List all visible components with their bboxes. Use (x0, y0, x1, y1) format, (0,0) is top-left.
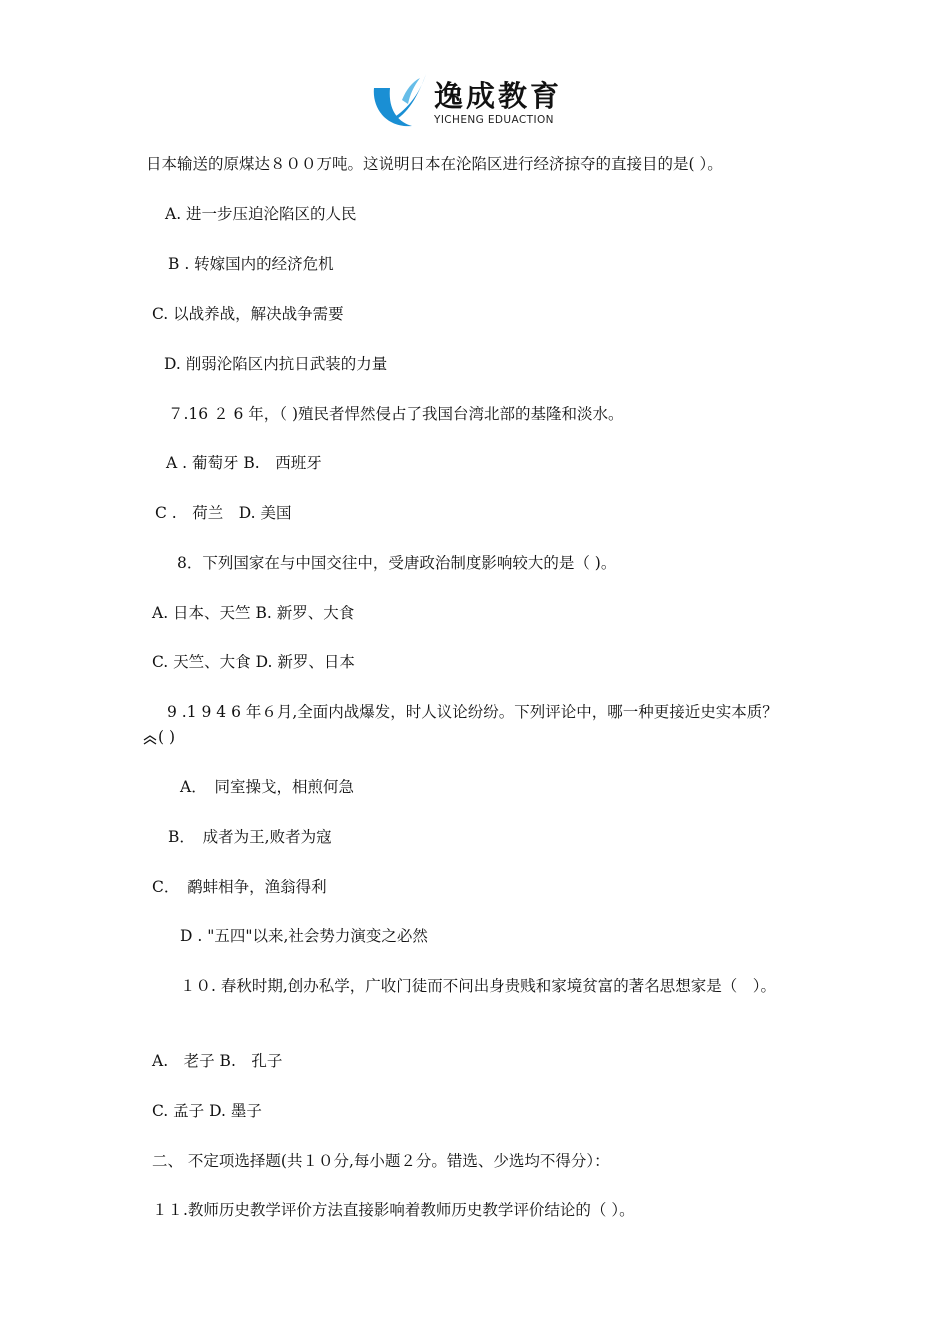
question-8-stem: 8．下列国家在与中国交往中，受唐政治制度影响较大的是（ )。 (177, 554, 617, 572)
options-8cd: C. 天竺、大食 D. 新罗、日本 (152, 653, 355, 671)
logo-mark-icon (368, 70, 430, 132)
option-9b: B． 成者为王,败者为寇 (168, 828, 332, 846)
logo (368, 70, 588, 132)
option-6a: A. 进一步压迫沦陷区的人民 (165, 205, 357, 223)
question-6-stem-end: 日本输送的原煤达８００万吨。这说明日本在沦陷区进行经济掠夺的直接目的是( ）。 (146, 155, 723, 173)
options-8ab: A. 日本、天竺 B. 新罗、大食 (152, 604, 355, 622)
question-11-stem: １１.教师历史教学评价方法直接影响着教师历史教学评价结论的（ ）。 (152, 1201, 635, 1219)
options-7ab: A . 葡萄牙 B. 西班牙 (166, 454, 322, 472)
question-7-stem: ７.16 ２ 6 年，（ )殖民者悍然侵占了我国台湾北部的基隆和淡水。 (168, 405, 624, 423)
question-9-stem: 9 .1 9 4 6 年６月,全面内战爆发，时人议论纷纷。下列评论中，哪一种更接近史实本质？ (167, 703, 778, 721)
option-9d: D . "五四"以来,社会势力演变之必然 (180, 927, 428, 945)
options-7cd: C . 荷兰 D. 美国 (155, 504, 292, 522)
option-6c: C. 以战养战，解决战争需要 (152, 305, 344, 323)
options-10ab: A. 老子 B. 孔子 (152, 1052, 283, 1070)
option-6d: D. 削弱沦陷区内抗日武装的力量 (164, 355, 388, 373)
question-9-blank: ( ) (158, 728, 176, 746)
logo-name-cn: 逸成教育 (434, 79, 563, 113)
option-9a: A． 同室操戈，相煎何急 (180, 778, 354, 796)
question-10-stem: １０. 春秋时期,创办私学，广收门徒而不问出身贵贱和家境贫富的著名思想家是（ ）。 (180, 977, 777, 995)
caret-mark-icon (143, 731, 157, 745)
options-10cd: C. 孟子 D. 墨子 (152, 1102, 262, 1120)
section-2-heading: 二、 不定项选择题(共１０分,每小题２分。错选、少选均不得分）： (152, 1152, 610, 1170)
logo-name-en: YICHENG EDUACTION (434, 114, 554, 126)
option-9c: C． 鹬蚌相争，渔翁得利 (152, 878, 327, 896)
option-6b: B . 转嫁国内的经济危机 (168, 255, 334, 273)
